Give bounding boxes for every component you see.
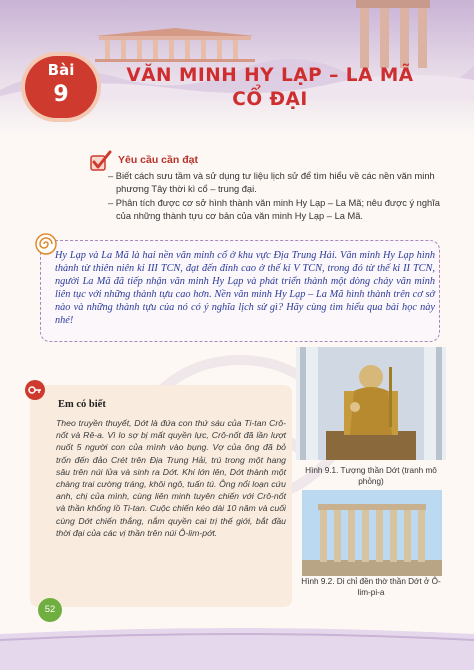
lesson-badge (25, 56, 97, 118)
fact-heading: Em có biết (58, 399, 106, 410)
zeus-statue-image (296, 347, 446, 460)
figure-caption: Hình 9.1. Tượng thần Dớt (tranh mô phỏng) (305, 466, 437, 486)
lesson-title (100, 64, 440, 112)
ruin-columns-illustration (348, 0, 438, 70)
requirement-item: – Phân tích được cơ sở hình thành văn minh Hy Lạp – La Mã; nêu được ý nghĩa của những thành tựu cơ bản của văn minh Hy Lạp – La Mã. (108, 198, 440, 221)
spiral-icon (35, 233, 57, 255)
footer-decoration (0, 622, 474, 670)
requirements-heading: Yêu cầu cần đạt (118, 154, 198, 166)
requirement-item: – Biết cách sưu tầm và sử dụng tư liệu lịch sử để tìm hiểu về các nền văn minh phương Tây thời kì cổ – trung đại. (108, 171, 435, 194)
temple-ruins-image (302, 490, 442, 576)
temple-illustration (95, 28, 255, 62)
introduction-box (40, 240, 440, 342)
lesson-number: 9 (53, 82, 69, 107)
requirements-list (108, 170, 443, 224)
requirements-section (88, 150, 438, 248)
fact-body: Theo truyền thuyết, Dớt là đứa con thứ sáu của Ti-tan Crô-nốt và Rê-a. Vì lo sợ bị mất quyền lực, Crô-nốt đã lần lượt nuốt 5 người con của mình vào bụng. Vợ của ông đã bỏ trốn đến đảo Crét trên Địa Trung Hải, trú trong một hang sâu trên núi lửa và sinh ra Dớt. Khi lớn lên, Dớt thành một chàng trai cường tráng, khôi ngô, tuấn tú. Ông nổi loạn cứu anh, chị của mình, cùng liên minh tuyên chiến với Crô-nốt và thần khổng lồ Ti-tan. Cuộc chiến kéo dài 10 năm và cuối cùng Dớt chiến thắng, nắm quyền cai trị thế giới, bắt đầu thời đại của các vị thần trên núi Ô-lim-pớt. (56, 418, 286, 538)
fact-box (30, 385, 292, 607)
page-number: 52 (38, 598, 62, 622)
figure-caption: Hình 9.2. Di chỉ đền thờ thần Dớt ở Ô-lim-pi-a (301, 577, 441, 597)
lesson-title-line2: CỔ ĐẠI (232, 89, 308, 110)
lesson-badge-word: Bài (47, 61, 75, 79)
key-icon (24, 379, 46, 401)
introduction-text: Hy Lạp và La Mã là hai nền văn minh cổ ở khu vực Địa Trung Hải. Văn minh Hy Lạp hình thành từ thiên niên kỉ III TCN, đạt đến đỉnh cao ở thế kỉ V TCN, trong đó từ thế kỉ II TCN, người La Mã đã tiếp nhận văn minh Hy Lạp và phát triển thành một dòng chảy văn minh liên tục với những thành tựu cao hơn. Nền văn minh Hy Lạp – La Mã hình thành trên cơ sở nào và những thành tựu của nó có ý nghĩa lịch sử gì? Hãy cùng tìm hiểu qua bài học này nhé! (55, 250, 435, 326)
lesson-title-line1: VĂN MINH HY LẠP – LA MÃ (126, 65, 414, 86)
